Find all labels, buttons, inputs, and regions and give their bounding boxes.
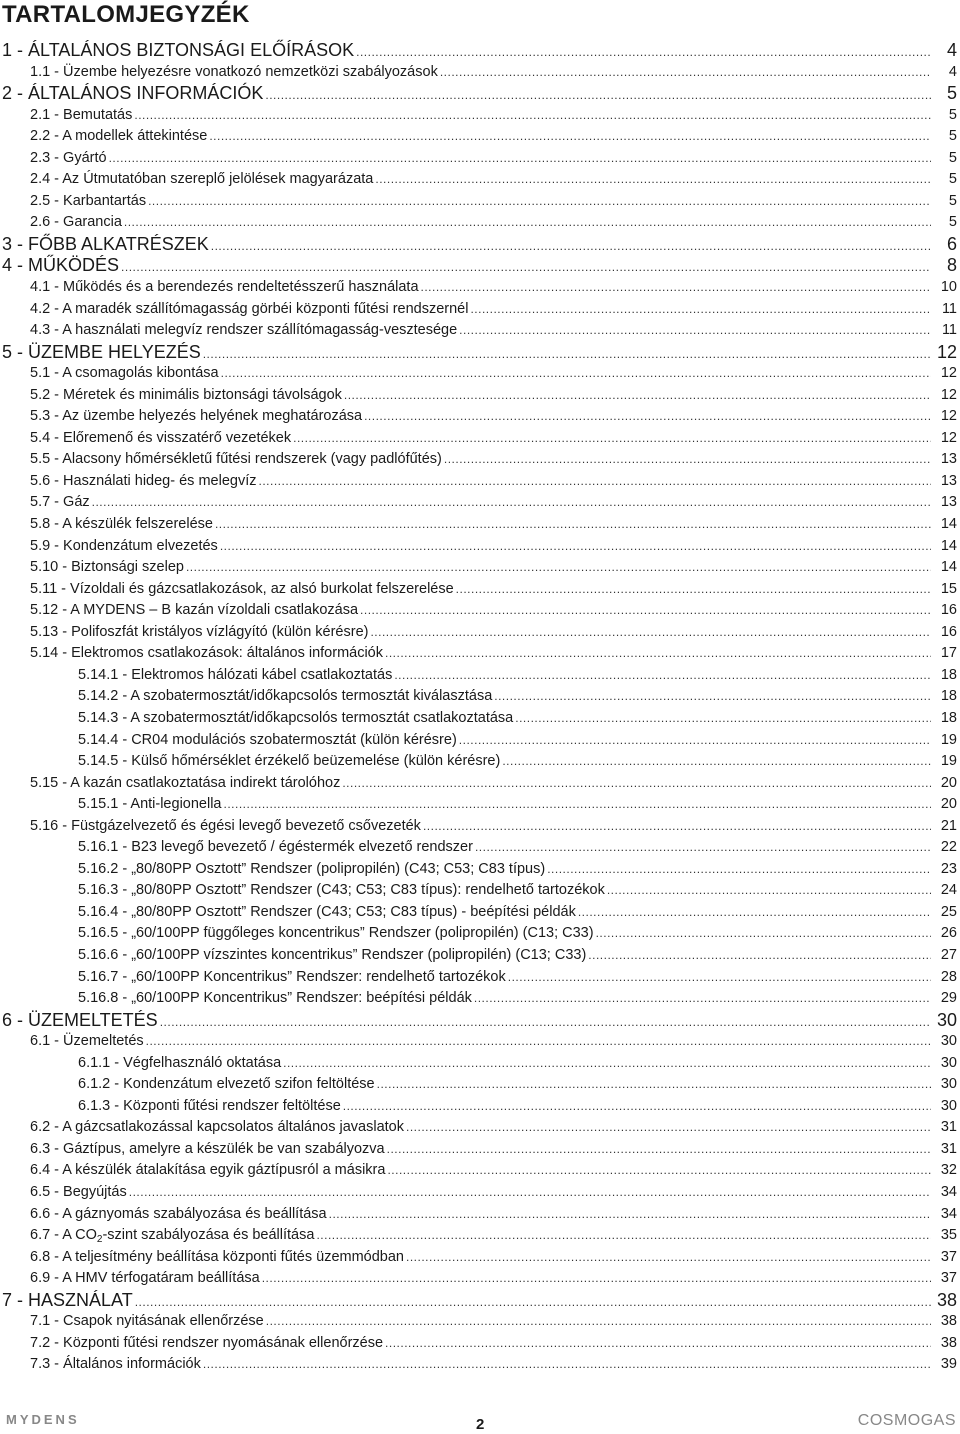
dot-leader xyxy=(258,471,931,493)
dot-leader xyxy=(360,600,931,622)
toc-entry-page: 6 xyxy=(946,233,957,254)
toc-entry-title: 5.15.1 - Anti-legionella xyxy=(78,796,222,813)
toc-entry-title: 4 - MŰKÖDÉS xyxy=(2,255,120,276)
toc-entry-title: 6.4 - A készülék átalakítása egyik gáztípusról a másikra xyxy=(30,1162,386,1179)
toc-entry[interactable] xyxy=(0,1204,960,1226)
dot-leader xyxy=(578,902,931,924)
dot-leader xyxy=(377,1074,931,1096)
dot-leader xyxy=(186,557,931,579)
dot-leader xyxy=(406,1117,931,1139)
toc-entry-page: 31 xyxy=(940,1119,957,1136)
dot-leader xyxy=(475,837,931,859)
toc-entry-page: 34 xyxy=(940,1183,957,1200)
toc-entry-title: 5.16.4 - „80/80PP Osztott” Rendszer (C43; C53; C83 típus) - beépítési példák xyxy=(78,903,576,920)
toc-entry-page: 16 xyxy=(940,602,957,619)
toc-entry-title: 5 - ÜZEMBE HELYEZÉS xyxy=(2,341,201,362)
toc-entry[interactable] xyxy=(0,1290,960,1312)
table-of-contents xyxy=(0,40,960,1376)
dot-leader xyxy=(394,665,931,687)
toc-entry-title: 4.2 - A maradék szállítómagasság görbéi központi fűtési rendszernél xyxy=(30,300,469,317)
toc-entry[interactable] xyxy=(0,1117,960,1139)
toc-entry-title: 7.3 - Általános információk xyxy=(30,1356,201,1373)
dot-leader xyxy=(474,988,931,1010)
toc-entry-title: 5.16.8 - „60/100PP Koncentrikus” Rendszer: beépítési példák xyxy=(78,990,472,1007)
dot-leader xyxy=(459,730,931,752)
toc-entry[interactable] xyxy=(0,643,960,665)
dot-leader xyxy=(494,686,931,708)
toc-entry-title: 6.8 - A teljesítmény beállítása központi fűtés üzemmódban xyxy=(30,1248,404,1265)
dot-leader xyxy=(342,773,931,795)
dot-leader xyxy=(459,320,931,342)
toc-entry[interactable] xyxy=(0,859,960,881)
toc-entry[interactable] xyxy=(0,579,960,601)
toc-entry-title: 2 - ÁLTALÁNOS INFORMÁCIÓK xyxy=(2,83,264,104)
toc-entry-page: 39 xyxy=(940,1356,957,1373)
dot-leader xyxy=(588,945,931,967)
dot-leader xyxy=(148,191,931,213)
dot-leader xyxy=(266,1311,931,1333)
toc-entry-page: 10 xyxy=(940,279,957,296)
toc-entry-page: 19 xyxy=(940,753,957,770)
dot-leader xyxy=(406,1247,931,1269)
toc-entry-title: 5.16.2 - „80/80PP Osztott” Rendszer (polipropilén) (C43; C53; C83 típus) xyxy=(78,860,546,877)
toc-entry-page: 5 xyxy=(948,128,957,145)
dot-leader xyxy=(211,236,931,258)
dot-leader xyxy=(344,385,931,407)
dot-leader xyxy=(421,277,931,299)
toc-entry-page: 31 xyxy=(940,1140,957,1157)
toc-entry-page: 28 xyxy=(940,968,957,985)
toc-entry-title: 5.9 - Kondenzátum elvezetés xyxy=(30,537,218,554)
toc-entry-title: 1 - ÁLTALÁNOS BIZTONSÁGI ELŐÍRÁSOK xyxy=(2,40,355,60)
toc-entry-page: 38 xyxy=(936,1289,957,1310)
toc-entry[interactable] xyxy=(0,686,960,708)
toc-entry-page: 5 xyxy=(948,149,957,166)
dot-leader xyxy=(596,923,931,945)
toc-entry-page: 19 xyxy=(940,731,957,748)
toc-entry-page: 37 xyxy=(940,1248,957,1265)
toc-entry-title: 3 - FŐBB ALKATRÉSZEK xyxy=(2,233,209,254)
toc-entry-title: 5.3 - Az üzembe helyezés helyének meghatározása xyxy=(30,408,363,425)
toc-entry[interactable] xyxy=(0,40,960,62)
toc-entry[interactable] xyxy=(0,320,960,342)
toc-entry-title: 5.14.3 - A szobatermosztát/időkapcsolós termosztát csatlakoztatása xyxy=(78,709,514,726)
toc-entry[interactable] xyxy=(0,1053,960,1075)
subscript: 2 xyxy=(96,1234,103,1246)
toc-entry-title: 5.10 - Biztonsági szelep xyxy=(30,559,184,576)
toc-entry-page: 5 xyxy=(948,106,957,123)
toc-entry-title: 6.1 - Üzemeltetés xyxy=(30,1033,144,1050)
toc-entry-title: 2.2 - A modellek áttekintése xyxy=(30,128,208,145)
toc-entry-page: 21 xyxy=(940,817,957,834)
dot-leader xyxy=(343,1096,931,1118)
toc-entry-page: 14 xyxy=(940,516,957,533)
toc-entry-page: 30 xyxy=(940,1054,957,1071)
toc-entry-page: 20 xyxy=(940,796,957,813)
dot-leader xyxy=(502,751,931,773)
toc-entry-title: 5.16.7 - „60/100PP Koncentrikus” Rendszer: rendelhető tartozékok xyxy=(78,968,506,985)
dot-leader xyxy=(329,1204,931,1226)
dot-leader xyxy=(385,643,931,665)
toc-entry-title: 5.14.4 - CR04 modulációs szobatermosztát (külön kérésre) xyxy=(78,731,457,748)
toc-entry[interactable] xyxy=(0,234,960,256)
toc-entry-title: 6.9 - A HMV térfogatáram beállítása xyxy=(30,1270,260,1287)
toc-entry-title: 6.2 - A gázcsatlakozással kapcsolatos általános javaslatok xyxy=(30,1119,404,1136)
toc-entry-title: 5.15 - A kazán csatlakoztatása indirekt tárolóhoz xyxy=(30,774,341,791)
toc-entry-title-text: 6.7 - A CO xyxy=(30,1227,97,1244)
toc-entry[interactable] xyxy=(0,514,960,536)
toc-entry[interactable] xyxy=(0,773,960,795)
toc-entry-page: 13 xyxy=(940,451,957,468)
toc-entry-title: 6 - ÜZEMELTETÉS xyxy=(2,1009,158,1030)
toc-entry[interactable] xyxy=(0,385,960,407)
dot-leader xyxy=(515,708,931,730)
toc-entry-title: 4.1 - Működés és a berendezés rendeltetésszerű használata xyxy=(30,279,419,296)
toc-entry-title: 5.4 - Előremenő és visszatérő vezetékek xyxy=(30,429,292,446)
toc-entry-title: 5.13 - Polifoszfát kristályos vízlágyító (külön kérésre) xyxy=(30,623,369,640)
toc-entry-title: 5.16.3 - „80/80PP Osztott” Rendszer (C43; C53; C83 típus): rendelhető tartozékok xyxy=(78,882,605,899)
toc-entry[interactable] xyxy=(0,923,960,945)
toc-entry[interactable] xyxy=(0,794,960,816)
toc-entry-page: 27 xyxy=(940,946,957,963)
toc-entry-page: 23 xyxy=(940,860,957,877)
toc-entry-page: 14 xyxy=(940,559,957,576)
toc-entry-title: 2.6 - Garancia xyxy=(30,214,122,231)
toc-entry[interactable] xyxy=(0,1074,960,1096)
toc-entry[interactable] xyxy=(0,299,960,321)
dot-leader xyxy=(387,1139,931,1161)
toc-entry-page: 5 xyxy=(948,192,957,209)
toc-entry[interactable] xyxy=(0,471,960,493)
toc-entry[interactable] xyxy=(0,665,960,687)
dot-leader xyxy=(364,406,931,428)
toc-entry[interactable] xyxy=(0,1225,960,1247)
toc-entry[interactable] xyxy=(0,837,960,859)
toc-entry-title: 6.1.3 - Központi fűtési rendszer feltöltése xyxy=(78,1097,341,1114)
toc-entry-page: 20 xyxy=(940,774,957,791)
toc-entry-title: 5.14.2 - A szobatermosztát/időkapcsolós termosztát kiválasztása xyxy=(78,688,493,705)
toc-entry[interactable] xyxy=(0,1311,960,1333)
toc-entry-page: 15 xyxy=(940,580,957,597)
dot-leader xyxy=(456,579,931,601)
dot-leader xyxy=(283,1053,931,1075)
toc-entry-page: 34 xyxy=(940,1205,957,1222)
toc-entry-title-text: -szint szabályozása és beállítása xyxy=(102,1227,315,1244)
toc-entry-page: 12 xyxy=(936,341,957,362)
dot-leader xyxy=(262,1268,931,1290)
toc-entry-title: 5.14.1 - Elektromos hálózati kábel csatlakoztatás xyxy=(78,666,393,683)
toc-entry[interactable] xyxy=(0,1010,960,1032)
toc-entry[interactable] xyxy=(0,1354,960,1376)
toc-entry[interactable] xyxy=(0,169,960,191)
toc-entry-page: 12 xyxy=(940,429,957,446)
toc-entry-page: 18 xyxy=(940,666,957,683)
dot-leader xyxy=(220,536,931,558)
toc-entry[interactable] xyxy=(0,62,960,84)
toc-entry-page: 13 xyxy=(940,472,957,489)
toc-entry[interactable] xyxy=(0,751,960,773)
toc-entry-title: 7 - HASZNÁLAT xyxy=(2,1289,133,1310)
dot-leader xyxy=(160,1012,931,1034)
dot-leader xyxy=(146,1031,931,1053)
toc-entry[interactable] xyxy=(0,557,960,579)
toc-entry-title: 5.16.5 - „60/100PP függőleges koncentrikus” Rendszer (polipropilén) (C13; C33) xyxy=(78,925,594,942)
page-title: TARTALOMJEGYZÉK xyxy=(2,1,250,28)
toc-entry-page: 4 xyxy=(948,63,957,80)
toc-entry[interactable] xyxy=(0,428,960,450)
dot-leader xyxy=(134,105,931,127)
toc-entry-page: 5 xyxy=(948,171,957,188)
toc-entry-page: 12 xyxy=(940,365,957,382)
toc-entry-page: 30 xyxy=(940,1033,957,1050)
toc-entry-page: 30 xyxy=(936,1009,957,1030)
toc-entry-page: 18 xyxy=(940,688,957,705)
dot-leader xyxy=(265,85,931,107)
toc-entry-page: 4 xyxy=(946,40,957,60)
dot-leader xyxy=(224,794,932,816)
toc-entry-title: 1.1 - Üzembe helyezésre vonatkozó nemzetközi szabályozások xyxy=(30,63,438,80)
toc-entry[interactable] xyxy=(0,902,960,924)
page-number: 2 xyxy=(476,1416,485,1433)
dot-leader xyxy=(385,1333,931,1355)
toc-entry-title: 2.5 - Karbantartás xyxy=(30,192,147,209)
toc-entry-page: 38 xyxy=(940,1313,957,1330)
toc-entry[interactable] xyxy=(0,1268,960,1290)
toc-entry-page: 24 xyxy=(940,882,957,899)
toc-entry[interactable] xyxy=(0,967,960,989)
toc-entry[interactable] xyxy=(0,816,960,838)
dot-leader xyxy=(508,967,931,989)
toc-entry-title: 5.16.6 - „60/100PP vízszintes koncentrikus” Rendszer (polipropilén) (C13; C33) xyxy=(78,946,587,963)
toc-entry-title: 6.1.2 - Kondenzátum elvezető szifon feltöltése xyxy=(78,1076,375,1093)
company-logo: COSMOGAS xyxy=(857,1412,956,1429)
toc-entry-title: 5.14 - Elektromos csatlakozások: általános információk xyxy=(30,645,383,662)
dot-leader xyxy=(203,1354,931,1376)
toc-entry[interactable] xyxy=(0,492,960,514)
dot-leader xyxy=(356,42,931,64)
toc-entry[interactable] xyxy=(0,880,960,902)
toc-entry[interactable] xyxy=(0,1247,960,1269)
dot-leader xyxy=(470,299,931,321)
dot-leader xyxy=(547,859,931,881)
dot-leader xyxy=(293,428,931,450)
toc-entry-page: 26 xyxy=(940,925,957,942)
toc-entry-page: 30 xyxy=(940,1076,957,1093)
toc-entry-title: 2.3 - Gyártó xyxy=(30,149,107,166)
dot-leader xyxy=(109,148,931,170)
toc-entry[interactable] xyxy=(0,708,960,730)
toc-entry-page: 25 xyxy=(940,903,957,920)
dot-leader xyxy=(444,449,931,471)
toc-entry[interactable] xyxy=(0,277,960,299)
toc-entry-title: 5.1 - A csomagolás kibontása xyxy=(30,365,219,382)
toc-entry-title: 6.1.1 - Végfelhasználó oktatása xyxy=(78,1054,282,1071)
toc-entry-title: 5.5 - Alacsony hőmérsékletű fűtési rendszerek (vagy padlófűtés) xyxy=(30,451,442,468)
toc-entry[interactable] xyxy=(0,342,960,364)
toc-entry-page: 30 xyxy=(940,1097,957,1114)
toc-entry-page: 14 xyxy=(940,537,957,554)
toc-entry-page: 5 xyxy=(946,83,957,104)
dot-leader xyxy=(135,1292,931,1314)
toc-entry-title: 5.2 - Méretek és minimális biztonsági távolságok xyxy=(30,386,342,403)
dot-leader xyxy=(387,1160,931,1182)
dot-leader xyxy=(221,363,931,385)
toc-entry-title: 7.2 - Központi fűtési rendszer nyomásának ellenőrzése xyxy=(30,1334,384,1351)
toc-entry-page: 12 xyxy=(940,408,957,425)
dot-leader xyxy=(209,126,931,148)
toc-entry[interactable] xyxy=(0,622,960,644)
dot-leader xyxy=(124,212,931,234)
toc-entry-page: 8 xyxy=(946,255,957,276)
toc-entry[interactable] xyxy=(0,1160,960,1182)
toc-entry[interactable] xyxy=(0,449,960,471)
toc-entry[interactable] xyxy=(0,1031,960,1053)
toc-entry[interactable] xyxy=(0,363,960,385)
toc-entry-title: 5.12 - A MYDENS – B kazán vízoldali csatlakozása xyxy=(30,602,359,619)
toc-entry-page: 22 xyxy=(940,839,957,856)
toc-entry-title: 5.16 - Füstgázelvezető és égési levegő bevezető csővezeték xyxy=(30,817,421,834)
toc-entry-page: 5 xyxy=(948,214,957,231)
toc-entry[interactable] xyxy=(0,945,960,967)
dot-leader xyxy=(370,622,931,644)
dot-leader xyxy=(129,1182,931,1204)
toc-entry[interactable] xyxy=(0,600,960,622)
toc-entry-page: 11 xyxy=(941,322,957,339)
toc-entry[interactable] xyxy=(0,1139,960,1161)
toc-entry[interactable] xyxy=(0,148,960,170)
toc-entry[interactable] xyxy=(0,126,960,148)
dot-leader xyxy=(375,169,931,191)
toc-entry-title: 5.7 - Gáz xyxy=(30,494,90,511)
toc-entry[interactable] xyxy=(0,406,960,428)
toc-entry-title: 7.1 - Csapok nyitásának ellenőrzése xyxy=(30,1313,264,1330)
toc-entry-page: 11 xyxy=(941,300,957,317)
toc-entry-title: 6.3 - Gáztípus, amelyre a készülék be van szabályozva xyxy=(30,1140,385,1157)
dot-leader xyxy=(215,514,931,536)
dot-leader xyxy=(203,344,931,366)
dot-leader xyxy=(423,816,931,838)
dot-leader xyxy=(607,880,931,902)
toc-entry-title: 5.6 - Használati hideg- és melegvíz xyxy=(30,472,257,489)
toc-entry-page: 12 xyxy=(940,386,957,403)
toc-entry-page: 13 xyxy=(940,494,957,511)
toc-entry-page: 35 xyxy=(940,1227,957,1244)
toc-entry-title: 2.1 - Bemutatás xyxy=(30,106,133,123)
dot-leader xyxy=(121,257,931,279)
dot-leader xyxy=(316,1225,931,1247)
toc-entry-page: 37 xyxy=(940,1270,957,1287)
toc-entry[interactable] xyxy=(0,1333,960,1355)
brand-logo: MYDENS xyxy=(6,1412,80,1427)
toc-entry[interactable] xyxy=(0,255,960,277)
toc-entry-title: 5.14.5 - Külső hőmérséklet érzékelő beüzemelése (külön kérésre) xyxy=(78,753,501,770)
toc-entry[interactable] xyxy=(0,212,960,234)
dot-leader xyxy=(92,492,931,514)
toc-entry-page: 16 xyxy=(940,623,957,640)
toc-entry-title: 2.4 - Az Útmutatóban szereplő jelölések magyarázata xyxy=(30,171,374,188)
toc-entry-title: 5.16.1 - B23 levegő bevezető / égéstermék elvezető rendszer xyxy=(78,839,473,856)
toc-entry[interactable] xyxy=(0,1096,960,1118)
toc-entry-title: 5.8 - A készülék felszerelése xyxy=(30,516,213,533)
toc-entry[interactable] xyxy=(0,105,960,127)
toc-entry-title: 6.6 - A gáznyomás szabályozása és beállítása xyxy=(30,1205,327,1222)
toc-entry[interactable] xyxy=(0,988,960,1010)
dot-leader xyxy=(440,62,931,84)
toc-entry-page: 18 xyxy=(940,709,957,726)
toc-entry-page: 17 xyxy=(940,645,957,662)
toc-entry[interactable] xyxy=(0,191,960,213)
toc-entry[interactable] xyxy=(0,730,960,752)
toc-entry[interactable] xyxy=(0,536,960,558)
toc-entry-page: 38 xyxy=(940,1334,957,1351)
toc-entry[interactable] xyxy=(0,83,960,105)
toc-entry-title: 5.11 - Vízoldali és gázcsatlakozások, az alsó burkolat felszerelése xyxy=(30,580,454,597)
toc-entry-title: 4.3 - A használati melegvíz rendszer szállítómagasság-vesztesége xyxy=(30,322,458,339)
toc-entry-title: 6.5 - Begyújtás xyxy=(30,1183,127,1200)
toc-entry-page: 32 xyxy=(940,1162,957,1179)
toc-entry-page: 29 xyxy=(940,990,957,1007)
toc-entry[interactable] xyxy=(0,1182,960,1204)
